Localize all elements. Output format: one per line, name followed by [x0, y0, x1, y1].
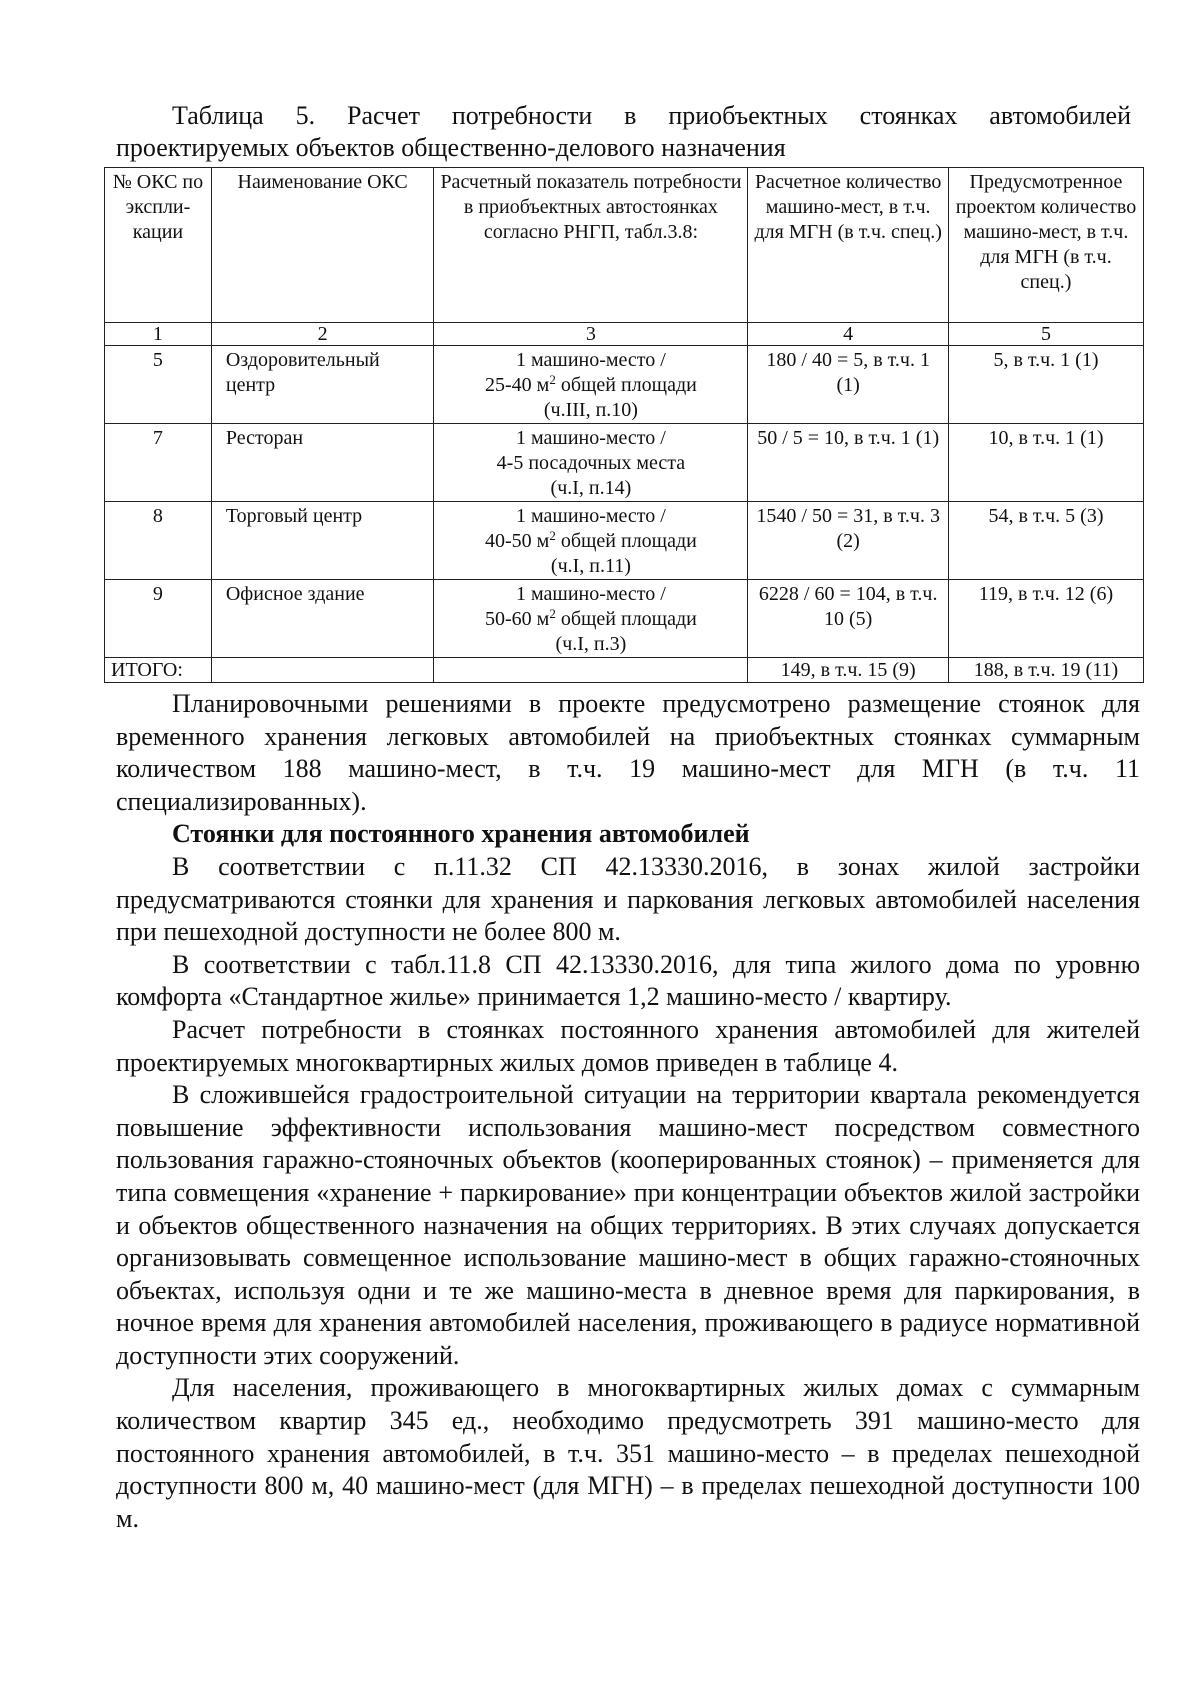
row-oks-name: Офисное здание — [211, 580, 434, 658]
header-planned-count: Предусмотренное проектом количество машино-мест, в т.ч. для МГН (в т.ч. спец.) — [948, 168, 1143, 323]
row-rate: 1 машино-место / 50-60 $м^2$ общей площади (ч.I, п.3) — [434, 580, 748, 658]
row-oks-number: 9 — [105, 580, 212, 658]
row-oks-number: 5 — [105, 346, 212, 424]
total-empty-cell — [434, 658, 748, 683]
paragraph: В соответствии с п.11.32 СП 42.13330.2016, в зонах жилой застройки предусматриваются стоянки для хранения и паркования легковых автомобилей населения при пешеходной доступности не более 800 м. — [116, 851, 1140, 947]
row-calculated-count: 50 / 5 = 10, в т.ч. 1 (1) — [748, 424, 949, 502]
row-oks-name: Торговый центр — [211, 502, 434, 580]
parking-calculation-table — [104, 167, 1144, 683]
row-planned-count: 5, в т.ч. 1 (1) — [948, 346, 1143, 424]
row-planned-count: 10, в т.ч. 1 (1) — [948, 424, 1143, 502]
column-number: 1 — [105, 323, 212, 346]
header-oks-number: № ОКС по экспли-кации — [105, 168, 212, 323]
table-row — [105, 502, 1144, 580]
table-header-row — [105, 168, 1144, 323]
table-row — [105, 424, 1144, 502]
row-oks-name: Оздоровительный центр — [211, 346, 434, 424]
table-caption-text: Таблица 5. Расчет потребности в приобъектных стоянках автомобилей проектируемых объектов общественно-делового назначения — [116, 101, 1131, 162]
row-oks-number: 8 — [105, 502, 212, 580]
header-rate: Расчетный показатель потребности в приобъектных автостоянках согласно РНГП, табл.3.8: — [434, 168, 748, 323]
row-planned-count: 54, в т.ч. 5 (3) — [948, 502, 1143, 580]
column-number: 4 — [748, 323, 949, 346]
total-empty-cell — [211, 658, 434, 683]
column-number: 2 — [211, 323, 434, 346]
row-calculated-count: 180 / 40 = 5, в т.ч. 1 (1) — [748, 346, 949, 424]
table-row — [105, 580, 1144, 658]
row-planned-count: 119, в т.ч. 12 (6) — [948, 580, 1143, 658]
body-text — [116, 688, 1140, 1535]
row-rate: 1 машино-место / 25-40 $м^2$ общей площади (ч.III, п.10) — [434, 346, 748, 424]
paragraph: В сложившейся градостроительной ситуации на территории квартала рекомендуется повышение эффективности использования машино-мест посредством совместного пользования гаражно-стояночных объектов (кооперированных стоянок) – применяется для типа совмещения «хранение + паркирование» при концентрации объектов жилой застройки и объектов общественного назначения на общих территориях. В этих случаях допускается организовывать совмещенное использование машино-мест в общих гаражно-стояночных объектах, используя одни и те же машино-места в дневное время для паркирования, в ночное время для хранения автомобилей населения, проживающего в радиусе нормативной доступности этих сооружений. — [116, 1080, 1140, 1370]
paragraph: Расчет потребности в стоянках постоянного хранения автомобилей для жителей проектируемых многоквартирных жилых домов приведен в таблице 4. — [116, 1014, 1140, 1077]
total-planned-count: 188, в т.ч. 19 (11) — [948, 658, 1143, 683]
row-calculated-count: 1540 / 50 = 31, в т.ч. 3 (2) — [748, 502, 949, 580]
paragraph: Для населения, проживающего в многоквартирных жилых домах с суммарным количеством квартир 345 ед., необходимо предусмотреть 391 машино-место для постоянного хранения автомобилей, в т.ч. 351 машино-место – в пределах пешеходной доступности 800 м, 40 машино-мест (для МГН) – в пределах пешеходной доступности 100 м. — [116, 1373, 1140, 1533]
table-caption — [116, 100, 1131, 164]
row-rate: 1 машино-место / 40-50 $м^2$ общей площади (ч.I, п.11) — [434, 502, 748, 580]
header-calculated-count: Расчетное количество машино-мест, в т.ч. для МГН (в т.ч. спец.) — [748, 168, 949, 323]
table-column-number-row — [105, 323, 1144, 346]
header-oks-name: Наименование ОКС — [211, 168, 434, 323]
column-number: 3 — [434, 323, 748, 346]
row-oks-number: 7 — [105, 424, 212, 502]
paragraph: В соответствии с табл.11.8 СП 42.13330.2016, для типа жилого дома по уровню комфорта «Стандартное жилье» принимается 1,2 машино-место / квартиру. — [116, 949, 1140, 1012]
table-row — [105, 346, 1144, 424]
total-label: ИТОГО: — [105, 658, 212, 683]
column-number: 5 — [948, 323, 1143, 346]
row-calculated-count: 6228 / 60 = 104, в т.ч. 10 (5) — [748, 580, 949, 658]
section-heading: Стоянки для постоянного хранения автомобилей — [172, 819, 750, 849]
paragraph: Планировочными решениями в проекте предусмотрено размещение стоянок для временного хранения легковых автомобилей на приобъектных стоянках суммарным количеством 188 машино-мест, в т.ч. 19 машино-мест для МГН (в т.ч. 11 специализированных). — [116, 689, 1140, 816]
total-calculated-count: 149, в т.ч. 15 (9) — [748, 658, 949, 683]
table-total-row — [105, 658, 1144, 683]
row-oks-name: Ресторан — [211, 424, 434, 502]
row-rate: 1 машино-место / 4-5 посадочных места (ч.I, п.14) — [434, 424, 748, 502]
